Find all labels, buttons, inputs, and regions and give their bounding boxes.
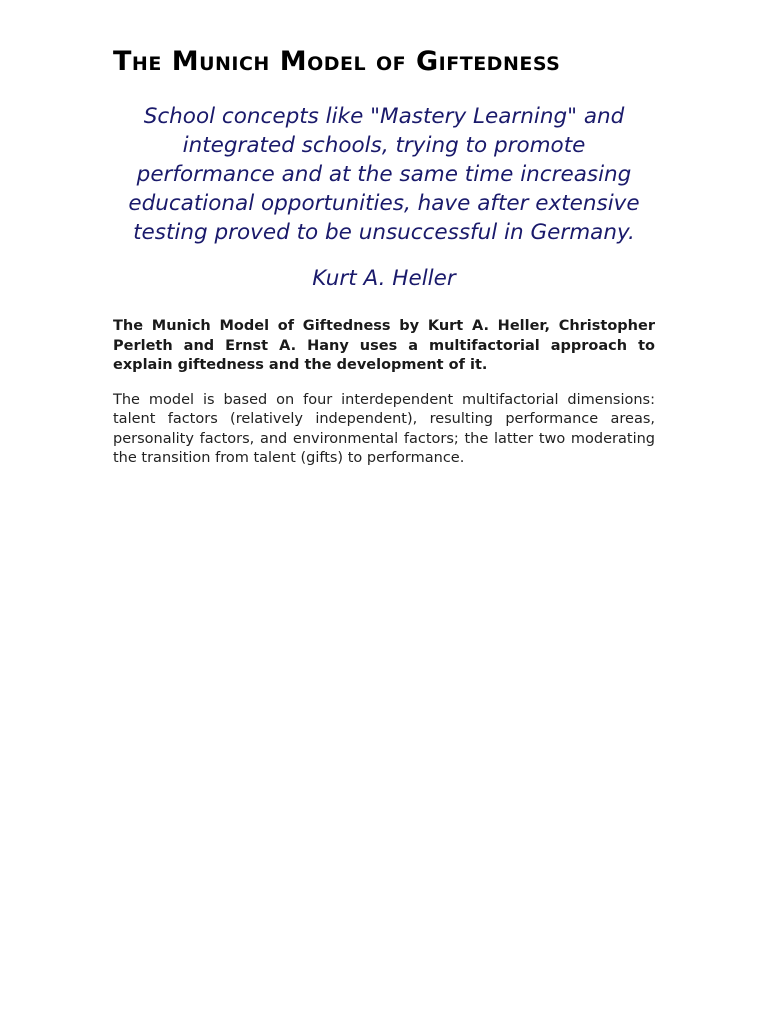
document-title: The Munich Model of Giftedness <box>113 46 561 77</box>
epigraph-author: Kurt A. Heller <box>312 266 456 291</box>
intro-paragraph: The Munich Model of Giftedness by Kurt A. Heller, Christopher Perleth and Ernst A. Hany uses a multifactorial approach to explain giftedness and the development of it. <box>113 318 655 373</box>
epigraph-quote: School concepts like "Mastery Learning" and integrated schools, trying to promote performance and at the same time increasing educational opportunities, have after extensive testing proved to be unsuccessful in Germany. <box>128 104 640 245</box>
document-page <box>113 44 655 469</box>
body-paragraph: The model is based on four interdependent multifactorial dimensions: talent factors (relatively independent), resulting performance areas, personality factors, and environmental factors; the latter two moderating the transition from talent (gifts) to performance. <box>113 391 655 466</box>
